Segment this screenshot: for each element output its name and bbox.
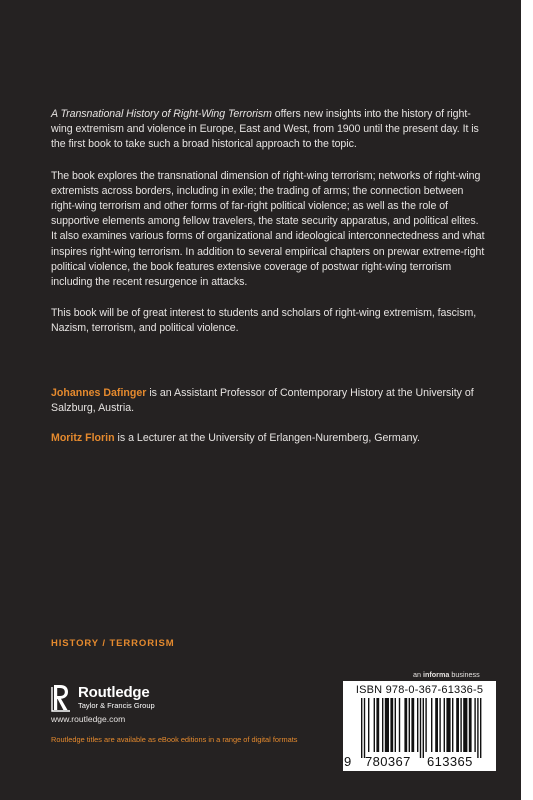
publisher-group: Taylor & Francis Group	[78, 701, 155, 710]
barcode-digits-left: 780367	[365, 754, 411, 769]
author-bio-text: is a Lecturer at the University of Erlangen-Nuremberg, Germany.	[114, 432, 420, 445]
publisher-name: Routledge	[78, 684, 150, 701]
ebook-note: Routledge titles are available as eBook editions in a range of digital formats	[51, 735, 298, 744]
page-edge	[521, 0, 533, 800]
author-name: Johannes Dafinger	[51, 387, 147, 399]
barcode-digits	[343, 754, 496, 768]
isbn-number: ISBN 978-0-367-61336-5	[355, 684, 484, 696]
book-title: A Transnational History of Right-Wing Terrorism	[51, 108, 272, 120]
description-paragraph-3: This book will be of great interest to students and scholars of right-wing extremism, fascism, Nazism, terrorism, and political violence.	[51, 307, 477, 335]
routledge-logo-icon	[51, 684, 71, 712]
barcode-icon	[349, 698, 490, 758]
book-description	[51, 107, 487, 337]
description-paragraph-1	[51, 107, 487, 153]
author-bios	[51, 386, 487, 462]
author-bio	[51, 431, 487, 446]
informa-business-label: an informa business	[413, 670, 480, 679]
author-bio	[51, 386, 487, 416]
subject-category: HISTORY / TERRORISM	[51, 638, 175, 649]
author-bio-text: is an Assistant Professor of Contemporary History at the University of Salzburg, Austria.	[51, 387, 474, 415]
barcode-digits-right: 613365	[427, 754, 473, 769]
barcode-digit-first: 9	[344, 754, 352, 769]
description-paragraph-2: The book explores the transnational dimension of right-wing terrorism; networks of right-wing extremists across borders, including in exile; the trading of arms; the connection between right-wing terrorism and other forms of far-right political violence; as well as the role of supportive elements among fellow travelers, the state security apparatus, and political elites. It also examines various forms of organizational and ideological interconnectedness and what inspires right-wing terrorism. In addition to several empirical chapters on prewar extreme-right political violence, the book features extensive coverage of postwar right-wing terrorism including the recent resurgence in attacks.	[51, 169, 485, 289]
author-name: Moritz Florin	[51, 432, 115, 445]
isbn-barcode	[343, 681, 496, 771]
publisher-logo	[51, 683, 155, 713]
description-text: offers new insights into the history of right-wing extremism and violence in Europe, East and West, from 1900 until the present day. It is the first book to take such a broad historical approach to the topic.	[51, 108, 479, 151]
publisher-url: www.routledge.com	[51, 714, 126, 724]
